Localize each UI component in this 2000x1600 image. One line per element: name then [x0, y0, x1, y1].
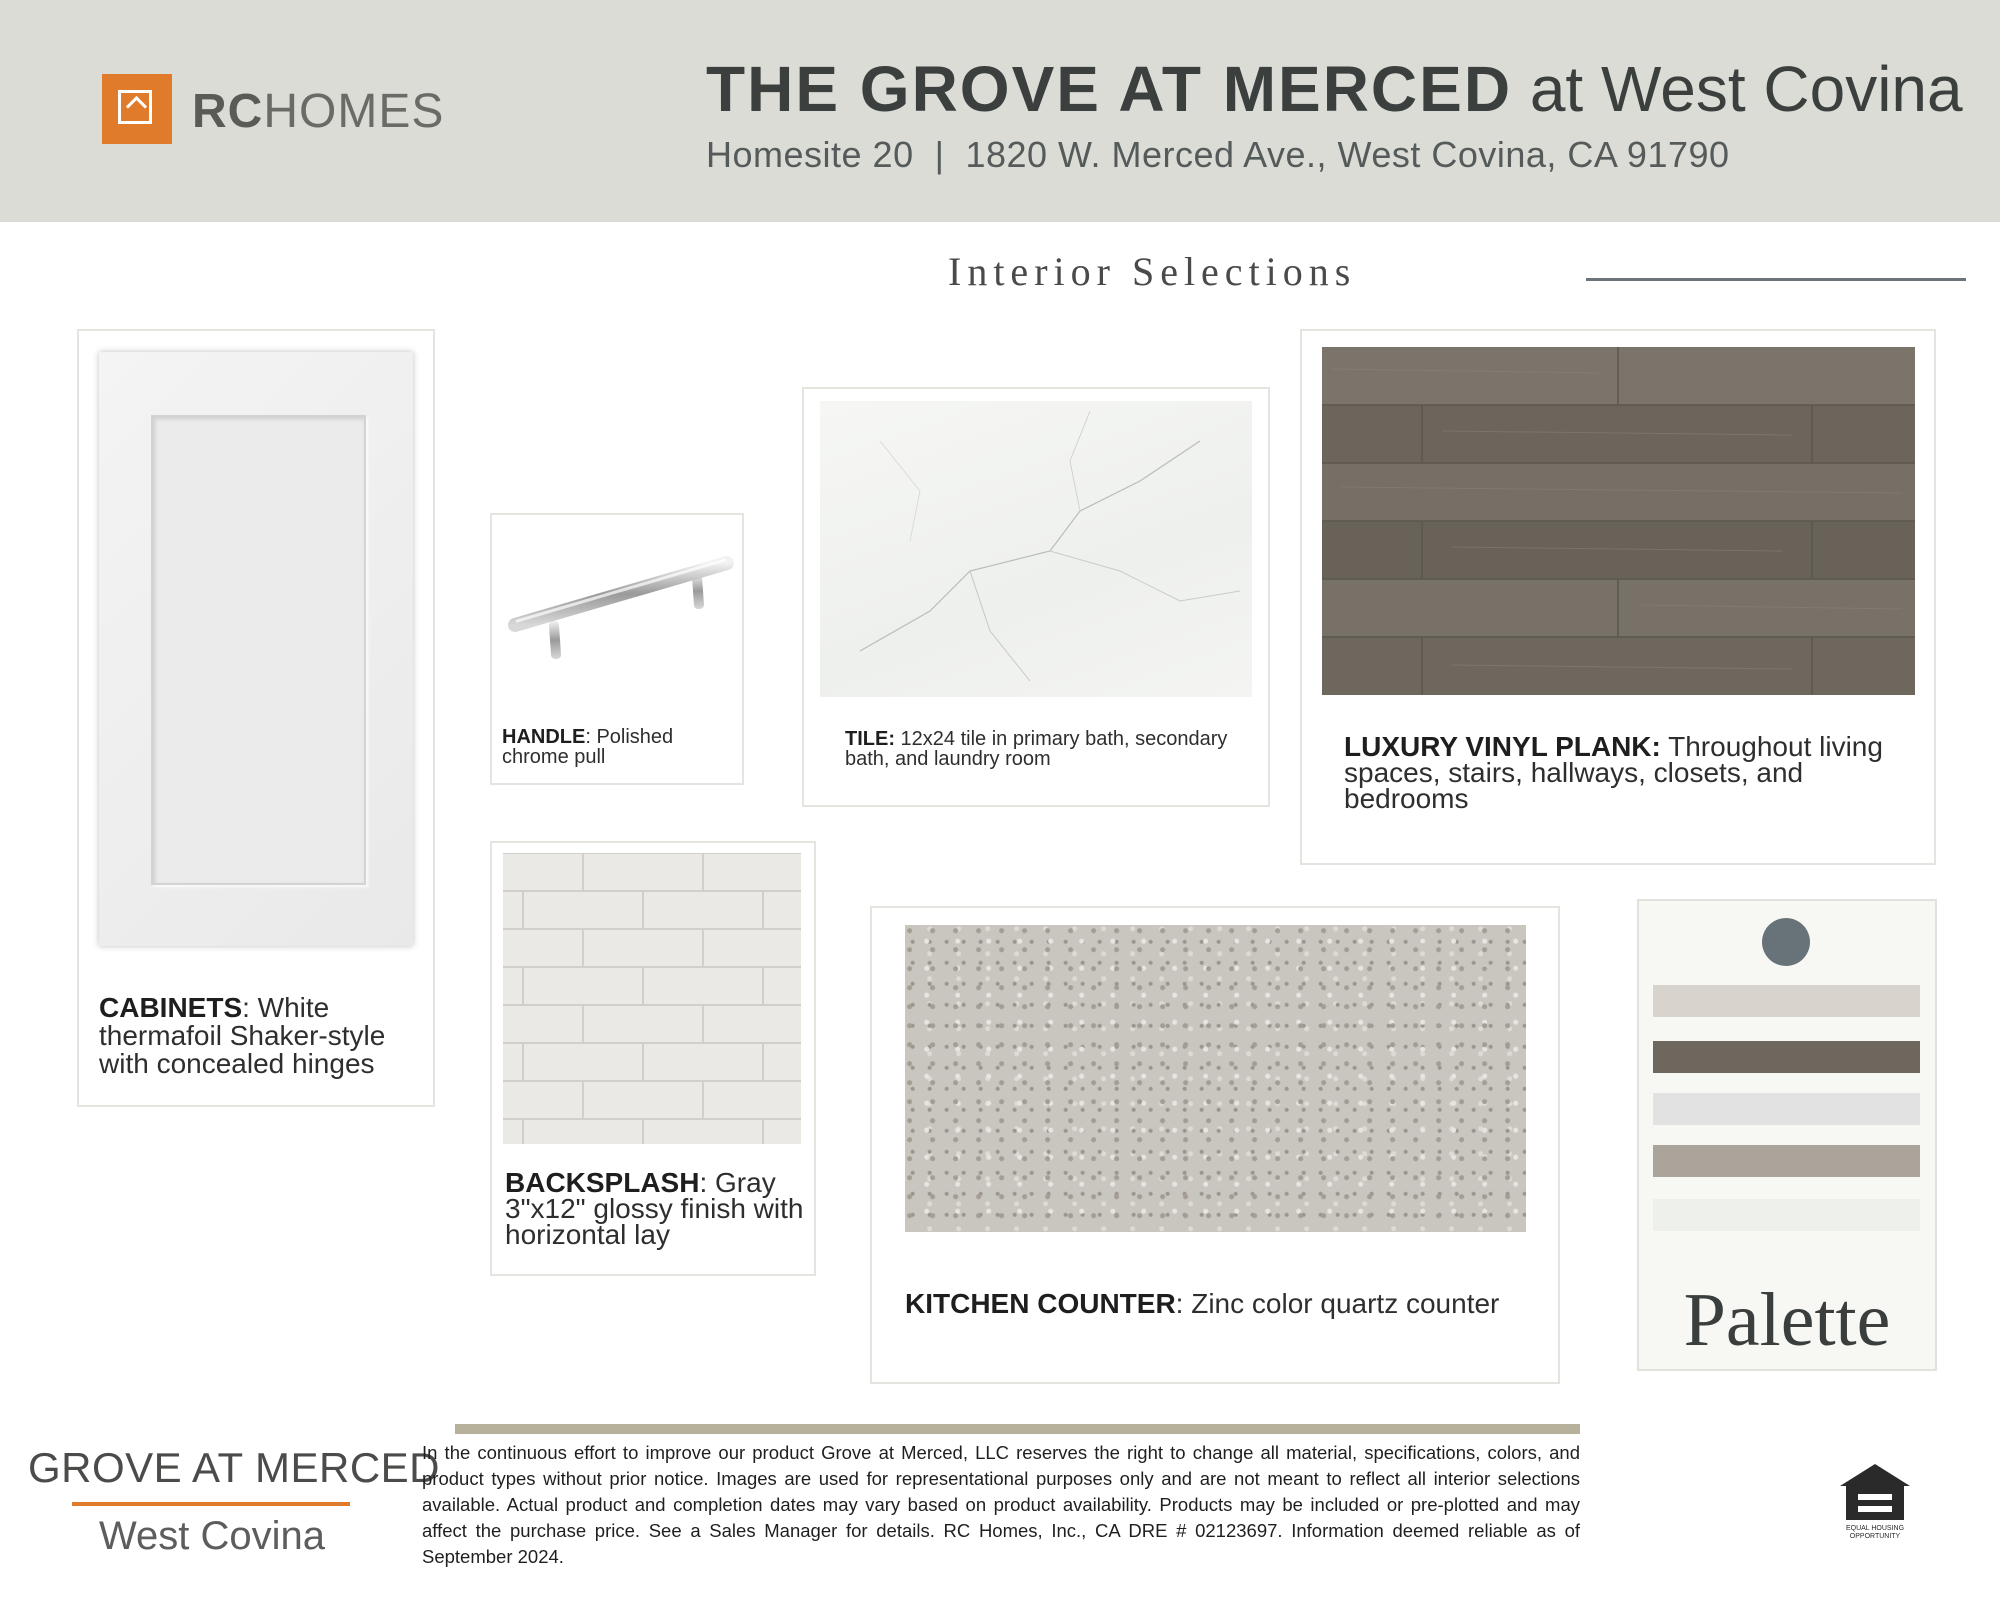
handle-caption: HANDLE: Polished chrome pull [502, 726, 674, 768]
section-divider [1586, 278, 1966, 281]
footer-divider [455, 1424, 1580, 1434]
palette-accent-dot [1762, 918, 1810, 966]
backsplash-tile-image [503, 853, 801, 1144]
chrome-pull-image [505, 543, 735, 663]
disclaimer-text: In the continuous effort to improve our product Grove at Merced, LLC reserves the right to change all material, specifications, colors, and product types without prior notice. Images are used for representational purposes only and are not meant to reflect all interior selections available. Actual product and completion dates may vary based on product availability. Products may be included or pre-plotted and may affect the purchase price. See a Sales Manager for details. RC Homes, Inc., CA DRE # 02123697. Information deemed reliable as of September 2024. [422, 1442, 1580, 1567]
palette-swatch [1653, 1145, 1920, 1177]
vinyl-plank-image [1322, 347, 1915, 695]
cabinet-door-panel [151, 415, 366, 885]
palette-swatch [1653, 1041, 1920, 1073]
homesite-address: Homesite 20 | 1820 W. Merced Ave., West Covina, CA 91790 [706, 134, 1730, 175]
equal-housing-opportunity-icon [1838, 1462, 1912, 1540]
footer-brand-underline [72, 1502, 350, 1506]
backsplash-caption: BACKSPLASH: Gray 3"x12" glossy finish with horizontal lay [505, 1167, 804, 1250]
palette-label: Palette [1683, 1278, 1891, 1362]
palette-swatch [1653, 1093, 1920, 1125]
marble-tile-image [820, 401, 1252, 697]
page-title: THE GROVE AT MERCED at West Covina [706, 53, 1963, 125]
footer-brand-location: West Covina [98, 1514, 325, 1558]
quartz-counter-image [905, 925, 1526, 1232]
section-title: Interior Selections [948, 249, 1357, 294]
eho-line1: EQUAL HOUSING [1845, 1525, 1905, 1532]
palette-swatch [1653, 985, 1920, 1017]
tile-caption: TILE: 12x24 tile in primary bath, secondary bath, and laundry room [845, 728, 1228, 770]
rc-homes-logo-icon [102, 74, 172, 144]
rc-homes-logo-text: RCHOMES [192, 85, 445, 138]
counter-caption: KITCHEN COUNTER: Zinc color quartz counter [905, 1288, 1500, 1319]
cabinets-caption: CABINETS: White thermafoil Shaker-style with concealed hinges [99, 992, 386, 1079]
vinyl-plank-caption: LUXURY VINYL PLANK: Throughout living spaces, stairs, hallways, closets, and bedrooms [1344, 731, 1883, 814]
footer-brand: GROVE AT MERCED [28, 1444, 441, 1491]
palette-swatch [1653, 1199, 1920, 1231]
eho-line2: OPPORTUNITY [1849, 1533, 1901, 1540]
